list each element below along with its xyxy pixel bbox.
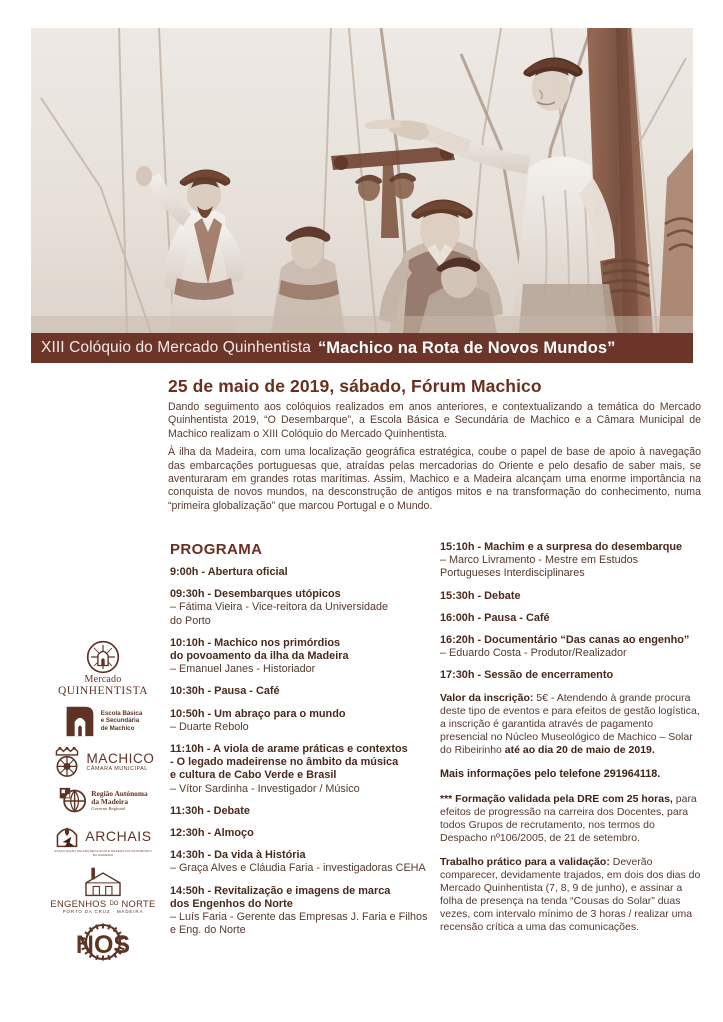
regiao-autonoma-line3: Governo Regional bbox=[91, 806, 126, 812]
banner-title: “Machico na Rota de Novos Mundos” bbox=[317, 338, 616, 357]
machico-subtitle: CÂMARA MUNICIPAL bbox=[86, 765, 148, 772]
fee-deadline: até ao dia 20 de maio de 2019. bbox=[504, 743, 655, 756]
program-column-right bbox=[440, 541, 702, 945]
program-item-speaker: – Vítor Sardinha - Investigador / Músico bbox=[170, 782, 360, 795]
program-item bbox=[170, 637, 428, 677]
program-item bbox=[440, 541, 702, 581]
program-item-headline: dos Engenhos do Norte bbox=[170, 897, 293, 910]
archais-name: ARCHAIS bbox=[85, 827, 152, 844]
program-item-headline: 14:30h - Da vida à História bbox=[170, 849, 306, 862]
program-item-speaker: – Eduardo Costa - Produtor/Realizador bbox=[440, 647, 627, 660]
mercado-quinhentista-line1: Mercado bbox=[84, 674, 122, 685]
engenhos-subtitle: PORTO DA CRUZ · MADEIRA bbox=[62, 908, 144, 914]
contact-phone: Mais informações pelo telefone 291964118. bbox=[440, 767, 661, 780]
escola-basica-icon bbox=[64, 704, 96, 738]
logo-archais bbox=[53, 823, 153, 858]
escola-basica-line2: e Secundária bbox=[100, 717, 140, 725]
dre-text: para efeitos de progressão na carreira dos Docentes, para todos Grupos de recrutamento, nos termos do Despacho nº106/2005, de 21 de setembro. bbox=[440, 792, 697, 844]
program-item-headline: 15:10h - Machim e a surpresa do desembarque bbox=[440, 541, 683, 553]
practical-work-label: Trabalho prático para a validação: bbox=[440, 855, 610, 868]
program-item-speaker: – Graça Alves e Cláudia Faria - investigadoras CEHA bbox=[170, 862, 426, 875]
practical-work-note bbox=[440, 856, 702, 934]
sponsor-logo-sidebar bbox=[40, 640, 166, 962]
intro-text bbox=[168, 401, 701, 513]
engenhos-name-part3: NORTE bbox=[121, 897, 156, 909]
program-item-headline: 9:00h - Abertura oficial bbox=[170, 566, 288, 578]
dre-label: *** Formação validada pela DRE com 25 horas, bbox=[440, 792, 673, 805]
hero-photo-illustration bbox=[31, 28, 693, 333]
archais-subtitle: ASSOCIAÇÃO DE ARQUEOLOGIA E DEFESA DO PATRIMÓNIO DA MADEIRA bbox=[54, 849, 152, 858]
program-item-headline: 10:50h - Um abraço para o mundo bbox=[170, 707, 346, 720]
dre-note bbox=[440, 793, 702, 845]
program-item bbox=[440, 612, 702, 625]
program-item-headline: 16:00h - Pausa - Café bbox=[440, 611, 550, 624]
program-item-headline: 11:30h - Debate bbox=[170, 804, 250, 817]
banner-caption-bar bbox=[31, 333, 693, 363]
program-item-headline: e cultura de Cabo Verde e Brasil bbox=[170, 769, 337, 782]
program-heading: PROGRAMA bbox=[170, 541, 263, 558]
program-item-headline: 09:30h - Desembarques utópicos bbox=[170, 588, 341, 601]
engenhos-do-norte-icon bbox=[75, 865, 131, 899]
machico-brasao-icon bbox=[52, 745, 82, 779]
program-item-headline: 10:30h - Pausa - Café bbox=[170, 685, 280, 698]
escola-basica-line1: Escola Básica bbox=[100, 709, 143, 717]
mercado-quinhentista-icon bbox=[86, 640, 120, 674]
archais-icon bbox=[54, 823, 80, 849]
program-item bbox=[170, 827, 428, 840]
program-item-speaker: do Porto bbox=[170, 614, 211, 627]
logo-nos bbox=[72, 922, 134, 962]
escola-basica-text bbox=[101, 710, 143, 733]
regiao-autonoma-line1: Região Autónoma bbox=[91, 788, 148, 798]
program-item bbox=[170, 566, 428, 579]
program-item bbox=[170, 849, 428, 875]
program-item bbox=[170, 685, 428, 698]
program-item-speaker: Portugueses Interdisciplinares bbox=[440, 567, 585, 580]
nos-wordmark: NOS bbox=[75, 930, 131, 959]
program-item-speaker: e Eng. do Norte bbox=[170, 924, 246, 937]
program-item-headline: do povoamento da ilha da Madeira bbox=[170, 650, 349, 663]
program-item-headline: - O legado madeirense no âmbito da música bbox=[170, 756, 399, 769]
program-item-headline: 12:30h - Almoço bbox=[170, 827, 254, 840]
program-item-speaker: – Marco Livramento - Mestre em Estudos bbox=[440, 554, 639, 567]
program-item-speaker: – Emanuel Janes - Historiador bbox=[170, 663, 316, 676]
hero-photo bbox=[31, 28, 693, 333]
program-item-headline: 16:20h - Documentário “Das canas ao engenho” bbox=[440, 634, 690, 647]
practical-work-text: Deverão comparecer, devidamente trajados, em dois dos dias do Mercado Quinhentista (7, 8, 9 de junho), e assinar a folha de presença na tenda “Cousas do Solar” duas vezes, com intervalo mínimo de 3 horas / realizar uma recensão crítica a uma das comunicações. bbox=[440, 855, 701, 933]
program-item bbox=[440, 590, 702, 603]
logo-engenhos-do-norte bbox=[50, 865, 155, 915]
program-item-speaker: – Duarte Rebolo bbox=[170, 720, 249, 733]
program-item-headline: 11:10h - A viola de arame práticas e contextos bbox=[170, 743, 408, 756]
program-item-speaker: – Fátima Vieira - Vice-reitora da Universidade bbox=[170, 601, 389, 614]
program-item-headline: 14:50h - Revitalização e imagens de marca bbox=[170, 884, 391, 897]
fee-text: 5€ - Atendendo à grande procura deste tipo de eventos e para efeitos de gestão logística, a inscrição é garantida através de pagamento presencial no Núcleo Museológico de Machico – Solar do Ribeirinho bbox=[440, 691, 700, 756]
program-right-items bbox=[440, 541, 702, 683]
logo-escola-basica-secundaria-machico bbox=[64, 704, 143, 738]
program-item bbox=[170, 805, 428, 818]
nos-icon bbox=[72, 922, 134, 962]
regiao-autonoma-madeira-icon bbox=[58, 786, 86, 816]
program-item bbox=[170, 588, 428, 628]
regiao-autonoma-line2: da Madeira bbox=[91, 797, 129, 806]
logo-mercado-quinhentista bbox=[58, 640, 148, 697]
program-column-left bbox=[170, 566, 428, 946]
engenhos-name-part2: DO bbox=[109, 900, 119, 907]
program-item-headline: 10:10h - Machico nos primórdios bbox=[170, 636, 341, 649]
escola-basica-line3: de Machico bbox=[100, 724, 135, 732]
program-item-headline: 17:30h - Sessão de encerramento bbox=[440, 669, 614, 682]
program-item bbox=[170, 885, 428, 938]
intro-paragraph-1: Dando seguimento aos colóquios realizados em anos anteriores, e contextualizando a temática do Mercado Quinhentista 2019, “O Desembarque”, a Escola Básica e Secundária de Machico e a Câmara Municipal de Machico realizam o XIII Colóquio do Mercado Quinhentista. bbox=[168, 401, 701, 440]
program-item-speaker: – Luís Faria - Gerente das Empresas J. Faria e Filhos bbox=[170, 911, 428, 924]
program-item bbox=[170, 708, 428, 734]
banner-prefix: XIII Colóquio do Mercado Quinhentista bbox=[41, 339, 311, 356]
logo-regiao-autonoma-madeira bbox=[58, 786, 147, 816]
program-item bbox=[170, 743, 428, 796]
program-item bbox=[440, 669, 702, 682]
program-item bbox=[440, 634, 702, 660]
engenhos-name-part1: ENGENHOS bbox=[50, 897, 107, 909]
intro-paragraph-2: À ilha da Madeira, com uma localização geográfica estratégica, coube o papel de base de apoio à navegação das embarcações portuguesas que, atraídas pelas mercadorias do Oriente e pelo desafio de saber mais, se aventuraram em grandes rotas marítimas. Assim, Machico e a Madeira alcançam uma enorme importância na conquista de novos mundos, na desconstrução de antigos mitos e na transformação do conhecimento, numa “primeira globalização” que marcou Portugal e o Mundo. bbox=[168, 446, 701, 512]
fee-label: Valor da inscrição: bbox=[440, 691, 534, 704]
fee-note bbox=[440, 692, 702, 757]
machico-name: MACHICO bbox=[86, 750, 155, 766]
mercado-quinhentista-line2: QUINHENTISTA bbox=[57, 685, 149, 697]
logo-machico-camara-municipal bbox=[52, 745, 155, 779]
event-date-line: 25 de maio de 2019, sábado, Fórum Machico bbox=[168, 376, 542, 396]
program-item-headline: 15:30h - Debate bbox=[440, 589, 521, 602]
